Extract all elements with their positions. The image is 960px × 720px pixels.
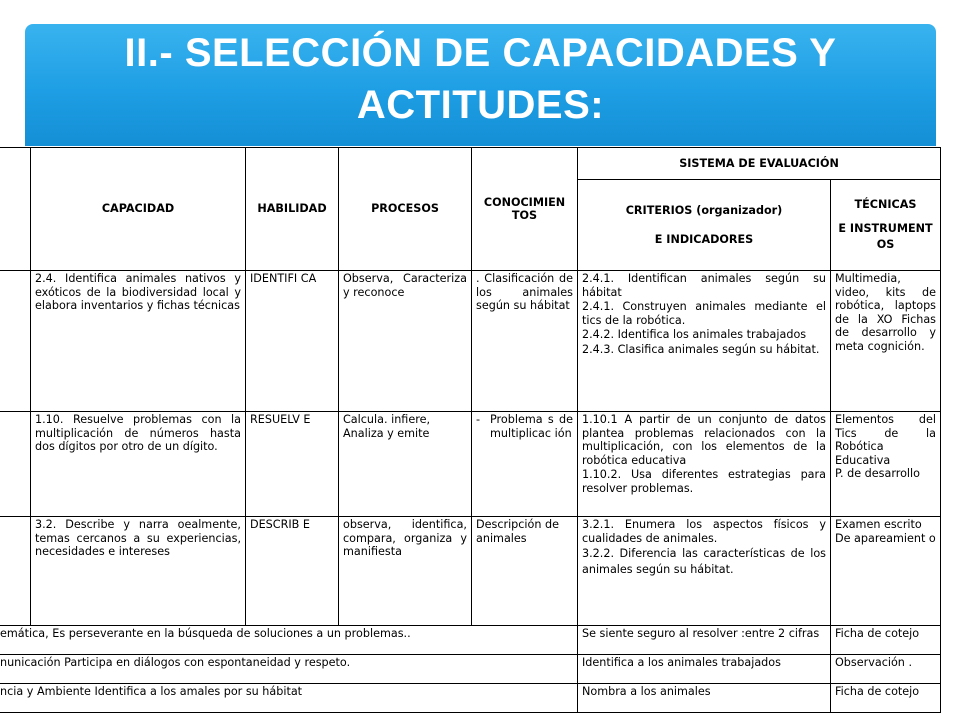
- actitud-row: [0, 655, 941, 684]
- criterio-item: 1.10.1 A partir de un conjunto de datos plantea problemas relacionados con la multiplicación, con los elementos de la robótica educativa: [582, 413, 826, 467]
- header-row-1: [0, 148, 941, 180]
- header-criterios-line1: CRITERIOS (organizador): [625, 203, 783, 217]
- header-tecnicas: [831, 180, 941, 271]
- tecnicas-cell: [831, 412, 941, 517]
- tecnica-item: De apareamient o: [835, 531, 936, 545]
- actitud-cell: ncia y Ambiente Identifica a los amales por su hábitat: [0, 684, 578, 713]
- page-title: [25, 27, 936, 131]
- tecnica-item: P. de desarrollo: [835, 467, 920, 480]
- tecnica-item: Examen escrito: [835, 518, 922, 531]
- header-tecnicas-line2: E INSTRUMENT OS: [838, 222, 933, 251]
- row-blank-cell: [0, 271, 31, 412]
- habilidad-cell: IDENTIFI CA: [246, 271, 339, 412]
- criterio-item: 2.4.1. Identifican animales según su hábitat: [582, 272, 826, 299]
- title-line-2: ACTITUDES:: [356, 83, 605, 127]
- procesos-cell: Calcula. infiere, Analiza y emite: [339, 412, 472, 517]
- header-sistema-evaluacion: SISTEMA DE EVALUACIÓN: [578, 148, 941, 180]
- actitud-row: [0, 626, 941, 655]
- header-criterios-line2: E INDICADORES: [654, 233, 754, 246]
- habilidad-cell: DESCRIB E: [246, 517, 339, 626]
- header-tecnicas-line1: TÉCNICAS: [854, 198, 917, 211]
- criterio-item: 3.2.1. Enumera los aspectos físicos y cualidades de animales.: [582, 518, 826, 545]
- header-habilidad: HABILIDAD: [246, 148, 339, 271]
- title-line-1: II.- SELECCIÓN DE CAPACIDADES Y: [124, 31, 837, 75]
- criterio-item: 1.10.2. Usa diferentes estrategias para resolver problemas.: [582, 468, 826, 495]
- capacidad-cell: 3.2. Describe y narra oealmente, temas cercanos a su experiencias, necesidades e intereses: [31, 517, 246, 626]
- criterios-cell: [578, 517, 831, 626]
- row-blank-cell: [0, 517, 31, 626]
- actitud-tecnica-cell: Ficha de cotejo: [831, 684, 941, 713]
- conocimientos-text: Problema s de multiplicac ión: [490, 413, 573, 440]
- habilidad-cell: RESUELV E: [246, 412, 339, 517]
- tecnicas-cell: Multimedia, video, kits de robótica, laptops de la XO Fichas de desarrollo y meta cognición.: [831, 271, 941, 412]
- criterio-item: 2.4.1. Construyen animales mediante el tics de la robótica.: [582, 300, 826, 327]
- actitud-row: [0, 684, 941, 713]
- criterio-item: 2.4.2. Identifica los animales trabajados: [582, 328, 807, 341]
- actitud-criterio-cell: Identifica a los animales trabajados: [578, 655, 831, 684]
- tecnicas-cell: [831, 517, 941, 626]
- header-conocimientos: CONOCIMIEN TOS: [472, 148, 578, 271]
- criterios-cell: [578, 412, 831, 517]
- header-criterios: [578, 180, 831, 271]
- tecnica-item: Elementos del Tics de la Robótica Educativa: [835, 413, 937, 467]
- table-row: [0, 412, 941, 517]
- conocimientos-cell: [472, 412, 578, 517]
- capacidad-cell: 2.4. Identifica animales nativos y exóticos de la biodiversidad local y elabora inventarios y fichas técnicas: [31, 271, 246, 412]
- actitud-cell: nunicación Participa en diálogos con espontaneidad y respeto.: [0, 655, 578, 684]
- actitud-criterio-cell: Se siente seguro al resolver :entre 2 cifras: [578, 626, 831, 655]
- header-capacidad: CAPACIDAD: [31, 148, 246, 271]
- actitud-tecnica-cell: Ficha de cotejo: [831, 626, 941, 655]
- row-blank-cell: [0, 412, 31, 517]
- bullet-dash: -: [476, 413, 481, 426]
- capacities-table: [0, 147, 941, 713]
- procesos-cell: Observa, Caracteriza y reconoce: [339, 271, 472, 412]
- header-blank-cell: [0, 148, 31, 271]
- table-row: [0, 271, 941, 412]
- actitud-cell: emática, Es perseverante en la búsqueda de soluciones a un problemas..: [0, 626, 578, 655]
- header-procesos: PROCESOS: [339, 148, 472, 271]
- table-row: [0, 517, 941, 626]
- capacidad-cell: 1.10. Resuelve problemas con la multiplicación de números hasta dos dígitos por otro de un dígito.: [31, 412, 246, 517]
- actitud-criterio-cell: Nombra a los animales: [578, 684, 831, 713]
- procesos-cell: observa, identifica, compara, organiza y manifiesta: [339, 517, 472, 626]
- criterio-item: 2.4.3. Clasifica animales según su hábitat.: [582, 342, 820, 356]
- criterios-cell: [578, 271, 831, 412]
- actitud-tecnica-cell: Observación .: [831, 655, 941, 684]
- conocimientos-cell: Descripción de animales: [472, 517, 578, 626]
- conocimientos-cell: . Clasificación de los animales según su hábitat: [472, 271, 578, 412]
- criterio-item: 3.2.2. Diferencia las características de los animales según su hábitat.: [582, 547, 826, 576]
